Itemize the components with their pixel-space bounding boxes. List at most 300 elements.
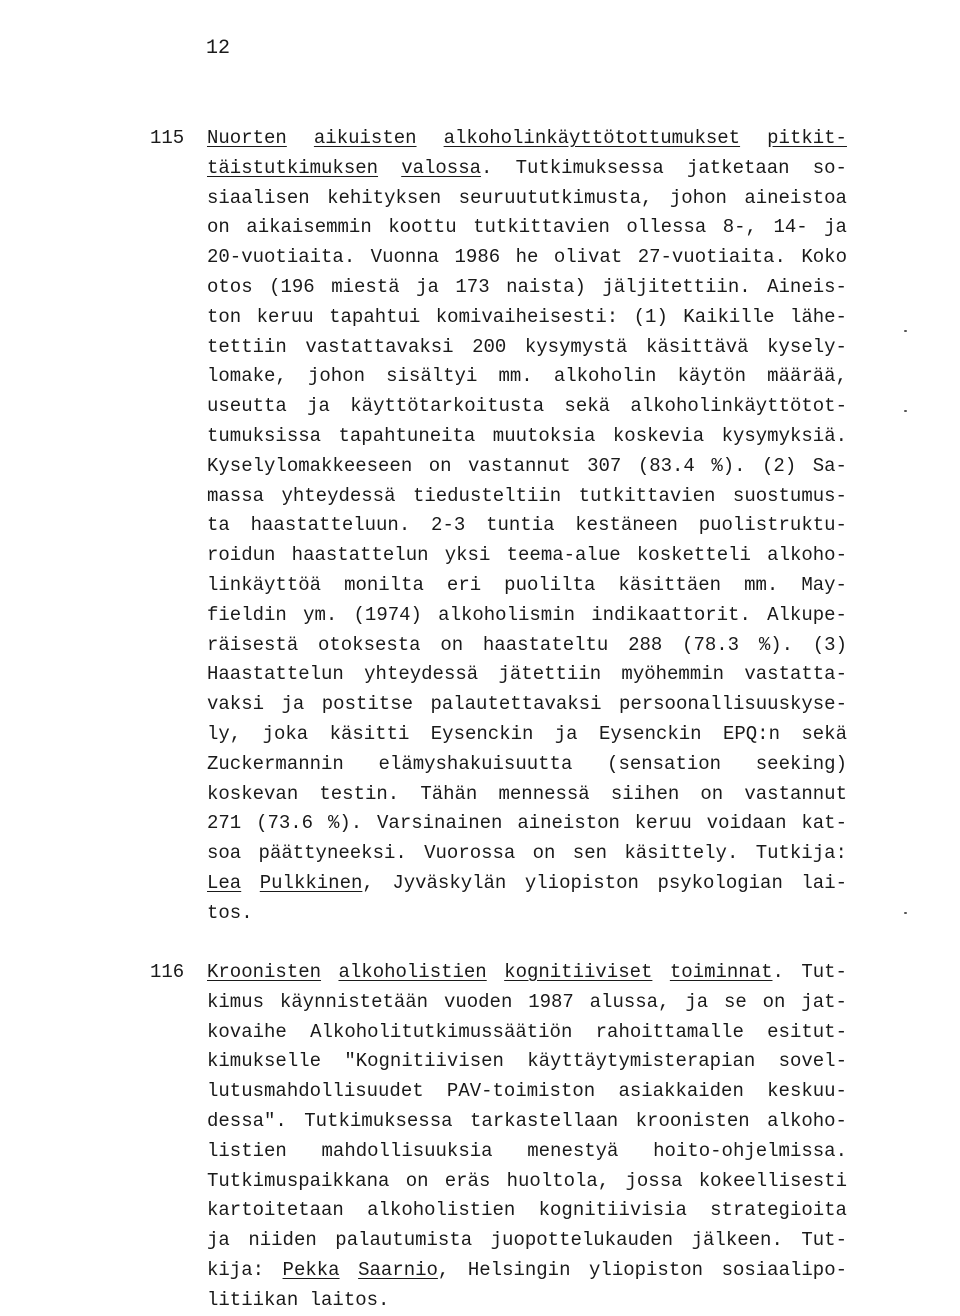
word-text: Tutkimuksessa: [515, 156, 664, 179]
word-text: sekä: [564, 395, 611, 418]
word: [635, 809, 692, 839]
word-text: he: [515, 246, 539, 269]
underlined-word: Lea: [207, 871, 242, 894]
word: [525, 869, 639, 899]
word: [824, 213, 847, 243]
word: [447, 1077, 595, 1107]
word: [251, 511, 411, 541]
word: [801, 958, 847, 988]
word-text: koottu: [388, 216, 457, 239]
word: [207, 1196, 344, 1226]
word: [468, 452, 571, 482]
word: [801, 1226, 847, 1256]
word: [744, 780, 847, 810]
word-text: yksi: [444, 544, 491, 567]
text-line: [207, 780, 847, 810]
word-text: kestäneen: [575, 514, 678, 537]
word: [207, 780, 298, 810]
word-text: (78.3: [682, 633, 740, 656]
word-text: voidaan: [706, 812, 787, 835]
word: [207, 1107, 287, 1137]
text-line: [207, 839, 847, 869]
word: [504, 958, 652, 988]
text-line: [207, 124, 847, 154]
word-text: käsittäen: [618, 573, 722, 596]
word-text: se: [723, 990, 747, 1013]
word-text: palautumista: [335, 1229, 473, 1252]
word: [767, 1077, 847, 1107]
text-line: [207, 1226, 847, 1256]
word: [413, 482, 561, 512]
word-text: tumuksissa: [207, 424, 322, 447]
word-text: käytön: [677, 365, 747, 388]
word-text: asiakkaiden: [618, 1080, 744, 1103]
word: [813, 631, 847, 661]
word-text: siihen: [610, 782, 680, 805]
word-text: on: [207, 216, 230, 239]
word: [430, 690, 601, 720]
text-line: [207, 511, 847, 541]
word: [207, 1077, 424, 1107]
underlined-word: toiminnat: [669, 961, 773, 983]
word-text: monilta: [344, 573, 424, 596]
word: [207, 899, 253, 929]
word-text: (2): [762, 454, 797, 477]
word: [763, 988, 786, 1018]
word: [207, 660, 344, 690]
word: [646, 333, 749, 363]
word-text: ym.: [303, 603, 338, 626]
word-text: alkoholin: [553, 365, 657, 388]
word-text: haastattelun: [291, 544, 429, 567]
word: [626, 213, 706, 243]
text-line: [207, 750, 847, 780]
text-line: [207, 601, 847, 631]
word: [327, 184, 441, 214]
word: [491, 1226, 673, 1256]
word-text: elämyshakuisuutta: [378, 752, 573, 775]
word: [801, 243, 847, 273]
word-text: haastateltu: [482, 633, 609, 656]
word: [445, 1167, 491, 1197]
word-text: sen: [572, 842, 608, 865]
word-text: käsittely.: [624, 842, 739, 865]
word-text: koskevia: [612, 424, 705, 447]
word-text: (83.4: [637, 454, 695, 477]
word: [486, 511, 554, 541]
word-text: kat-: [801, 812, 847, 835]
word: [756, 839, 847, 869]
word: [621, 660, 724, 690]
word: [328, 809, 362, 839]
word-text: testin.: [319, 782, 400, 805]
word: [305, 333, 453, 363]
word: [670, 184, 727, 214]
word: [207, 869, 241, 899]
word: [473, 213, 610, 243]
word: [304, 1107, 452, 1137]
word: [308, 362, 365, 392]
word: [322, 690, 413, 720]
word: [207, 303, 241, 333]
word-text: suostumus-: [732, 484, 847, 507]
word: [358, 1256, 449, 1286]
word: [779, 1047, 847, 1077]
word-text: käyttäytymisterapian: [527, 1050, 756, 1073]
word: [424, 839, 515, 869]
word-text: 14-: [773, 216, 808, 239]
word-text: vastattavaksi: [305, 335, 454, 358]
word: [350, 392, 544, 422]
word-text: Alkupe-: [767, 603, 847, 626]
word: [699, 1167, 847, 1197]
word: [371, 243, 439, 273]
word-text: alkoholinkäyttötot-: [630, 395, 847, 418]
word: [322, 1137, 493, 1167]
word: [344, 1047, 504, 1077]
word-text: yhteydessä: [281, 484, 396, 507]
word: [711, 452, 745, 482]
underlined-word: Pulkkinen: [259, 871, 363, 894]
word-text: kimus: [207, 990, 265, 1013]
word: [429, 452, 452, 482]
word: [527, 1047, 755, 1077]
word: [762, 452, 796, 482]
word: [354, 601, 422, 631]
word: [303, 601, 337, 631]
text-line: [207, 660, 847, 690]
word-text: jossa: [625, 1169, 683, 1192]
word-text: komivaiheisesti:: [435, 305, 619, 328]
word-text: %).: [327, 812, 363, 835]
word: [207, 750, 344, 780]
word: [630, 392, 847, 422]
underlined-word: alkoholistien: [338, 961, 487, 983]
word-text: 271: [207, 812, 242, 835]
word-text: Haastattelun: [207, 663, 344, 686]
word: [392, 869, 506, 899]
word-text: jätettiin: [498, 663, 602, 686]
word: [744, 184, 847, 214]
word: [722, 1256, 847, 1286]
word-text: alkoho-: [767, 544, 847, 567]
word: [281, 482, 395, 512]
word: [573, 839, 607, 869]
word-text: puolistruktu-: [698, 514, 847, 537]
word: [767, 362, 847, 392]
word: [367, 1196, 515, 1226]
word: [314, 124, 417, 154]
scan-speck: [904, 410, 907, 412]
word: [455, 243, 501, 273]
word-text: Kyselylomakkeeseen: [207, 454, 413, 477]
word: [767, 1018, 847, 1048]
word-text: Tutkimuksessa: [304, 1109, 453, 1132]
word: [504, 571, 595, 601]
word-text: laitos.: [309, 1288, 390, 1311]
word: [767, 333, 847, 363]
word: [589, 1256, 703, 1286]
word-text: aikaisemmin: [246, 216, 372, 239]
word: [516, 154, 664, 184]
word: [587, 452, 621, 482]
word-text: menestyä: [527, 1139, 619, 1162]
word-text: miestä: [331, 275, 400, 298]
word-text: Tähän: [420, 782, 478, 805]
word-text: tiedusteltiin: [412, 484, 562, 507]
word-text: johon: [669, 186, 727, 209]
word: [507, 1167, 610, 1197]
scan-speck: [904, 912, 907, 914]
word-text: on: [428, 454, 452, 477]
word: [207, 511, 230, 541]
text-line: [207, 273, 847, 303]
word: [533, 839, 556, 869]
word-text: PAV-toimiston: [446, 1080, 596, 1103]
text-line: [207, 690, 847, 720]
word: [638, 243, 786, 273]
word: [683, 303, 774, 333]
word-text: %).: [711, 454, 746, 477]
word: [207, 601, 287, 631]
text-line: [207, 362, 847, 392]
word-text: mm.: [744, 573, 779, 596]
underlined-word: pitkit-: [767, 127, 847, 149]
word-text: kosketteli: [636, 544, 751, 567]
word-text: lähe-: [789, 305, 847, 328]
word: [283, 1256, 340, 1286]
word-text: alkoho-: [767, 1109, 847, 1132]
word-text: ,: [362, 871, 374, 894]
word: [498, 780, 589, 810]
word: [207, 1226, 230, 1256]
word: [438, 601, 575, 631]
word: [707, 809, 787, 839]
text-line: [207, 720, 847, 750]
word-text: 27-vuotiaita.: [637, 246, 786, 269]
word: [207, 1256, 264, 1286]
word-text: mahdollisuuksia: [321, 1139, 493, 1162]
word-text: Koko: [801, 246, 847, 269]
word-text: tapahtuneita: [338, 424, 476, 447]
word-text: strategioita: [710, 1199, 847, 1222]
word-text: postitse: [321, 693, 413, 716]
word: [790, 303, 847, 333]
word-text: tarkastellaan: [469, 1109, 619, 1132]
word-text: olivat: [553, 246, 623, 269]
word-text: kovaihe: [207, 1020, 287, 1043]
word: [773, 213, 807, 243]
word: [207, 1137, 287, 1167]
word-text: tos.: [207, 901, 253, 924]
word: [700, 780, 723, 810]
word-text: muutoksia: [492, 424, 596, 447]
word-text: on: [700, 782, 724, 805]
word-text: rahoittamalle: [595, 1020, 744, 1043]
word: [634, 303, 668, 333]
word-text: keskuu-: [767, 1080, 847, 1103]
word-text: käynnistetään: [279, 990, 429, 1013]
word: [207, 213, 230, 243]
text-line: [207, 631, 847, 661]
word: [207, 690, 264, 720]
word: [207, 958, 321, 988]
word: [498, 660, 601, 690]
text-line: [207, 1286, 847, 1316]
word: [263, 720, 309, 750]
word: [653, 1137, 847, 1167]
text-line: [207, 1077, 847, 1107]
word-text: esitut-: [767, 1020, 847, 1043]
word-text: %).: [758, 633, 794, 656]
word-text: .: [772, 961, 784, 983]
word: [207, 362, 287, 392]
word-text: kysely-: [767, 335, 847, 358]
word: [280, 988, 428, 1018]
word-text: vastatta-: [744, 663, 847, 686]
entry-number: 116: [150, 961, 185, 983]
text-line: [207, 452, 847, 482]
underlined-word: valossa: [401, 156, 482, 179]
word-text: (sensation: [607, 752, 722, 775]
word-text: Tut-: [801, 961, 847, 983]
word-text: jat-: [801, 990, 847, 1013]
word-text: kysymyksiä.: [721, 424, 847, 447]
word-text: teema-alue: [506, 544, 621, 567]
word-text: alussa,: [589, 990, 670, 1013]
text-line: [207, 869, 847, 899]
word: [555, 720, 578, 750]
word-text: tuntia: [486, 514, 555, 537]
word-text: yliopiston: [524, 871, 639, 894]
word: [590, 988, 670, 1018]
word-text: ja: [207, 1229, 230, 1252]
word: [401, 154, 492, 184]
word-text: kija:: [207, 1258, 265, 1281]
word: [625, 1167, 682, 1197]
word: [468, 1256, 571, 1286]
word: [685, 988, 708, 1018]
word-text: 20-vuotiaita.: [207, 246, 356, 269]
word-text: aineistoa: [744, 186, 847, 209]
text-line: [207, 988, 847, 1018]
word-text: ton: [207, 305, 242, 328]
word-text: lai-: [801, 871, 847, 894]
word-text: Jyväskylän: [392, 871, 507, 894]
underlined-word: Pekka: [282, 1258, 340, 1281]
word: [319, 780, 399, 810]
word: [813, 452, 847, 482]
word: [344, 571, 424, 601]
underlined-word: Nuorten: [207, 127, 287, 149]
word: [338, 958, 486, 988]
word: [207, 184, 310, 214]
word-text: aineiston: [517, 812, 620, 835]
word-text: 1986: [454, 246, 501, 269]
word: [207, 1018, 287, 1048]
word: [506, 273, 586, 303]
word-text: Kaikille: [683, 305, 775, 328]
word: [599, 720, 702, 750]
word-text: vastannut: [468, 454, 571, 477]
word-text: jatketaan: [686, 156, 790, 179]
word-text: ta: [207, 514, 230, 537]
word-text: kimukselle: [207, 1050, 322, 1073]
word-text: May-: [801, 573, 847, 596]
word: [257, 303, 314, 333]
word-text: ja: [824, 216, 847, 239]
word-text: mennessä: [498, 782, 590, 805]
word: [591, 601, 751, 631]
word: [207, 1167, 389, 1197]
word: [624, 839, 738, 869]
word-text: 200: [472, 335, 507, 358]
word: [801, 571, 847, 601]
word-text: indikaattorit.: [591, 603, 751, 626]
word-text: (1): [633, 305, 668, 328]
text-line: [207, 541, 847, 571]
word: [459, 184, 653, 214]
word-text: 2-3: [431, 514, 466, 537]
word-text: kartoitetaan: [207, 1199, 344, 1222]
word-text: .: [481, 156, 493, 179]
word-text: fieldin: [207, 603, 287, 626]
word-text: jäljitettiin.: [602, 275, 751, 298]
word: [307, 392, 330, 422]
word: [281, 690, 304, 720]
word: [637, 541, 751, 571]
text-line: [207, 392, 847, 422]
underlined-word: Saarnio: [358, 1258, 438, 1281]
word-text: tutkittavien: [473, 216, 610, 239]
word-text: tettiin: [207, 335, 287, 358]
word-text: Aineis-: [767, 275, 847, 298]
word-text: tapahtui: [329, 305, 421, 328]
word: [801, 988, 847, 1018]
word: [607, 750, 721, 780]
word: [692, 1226, 783, 1256]
word: [207, 1047, 321, 1077]
word-text: keruu: [634, 812, 692, 835]
word: [579, 482, 716, 512]
word: [292, 541, 429, 571]
word: [416, 273, 439, 303]
word: [767, 601, 847, 631]
text-line: [207, 422, 847, 452]
word: [554, 243, 622, 273]
word: [207, 273, 253, 303]
word-text: puolilta: [504, 573, 596, 596]
word-text: lutusmahdollisuudet: [207, 1080, 424, 1103]
word: [445, 541, 491, 571]
text-line: [207, 303, 847, 333]
word: [767, 273, 847, 303]
word-text: alkoholismin: [438, 603, 575, 626]
word-text: vuoden: [443, 990, 513, 1013]
word: [310, 1286, 390, 1316]
word-text: johon: [307, 365, 365, 388]
underlined-word: Kroonisten: [207, 961, 322, 983]
word-text: yliopiston: [589, 1258, 704, 1281]
word: [507, 541, 621, 571]
word: [554, 362, 657, 392]
text-line: [207, 1196, 847, 1226]
word: [339, 422, 476, 452]
word: [377, 809, 502, 839]
word: [493, 422, 596, 452]
word: [801, 720, 847, 750]
word: [657, 869, 782, 899]
